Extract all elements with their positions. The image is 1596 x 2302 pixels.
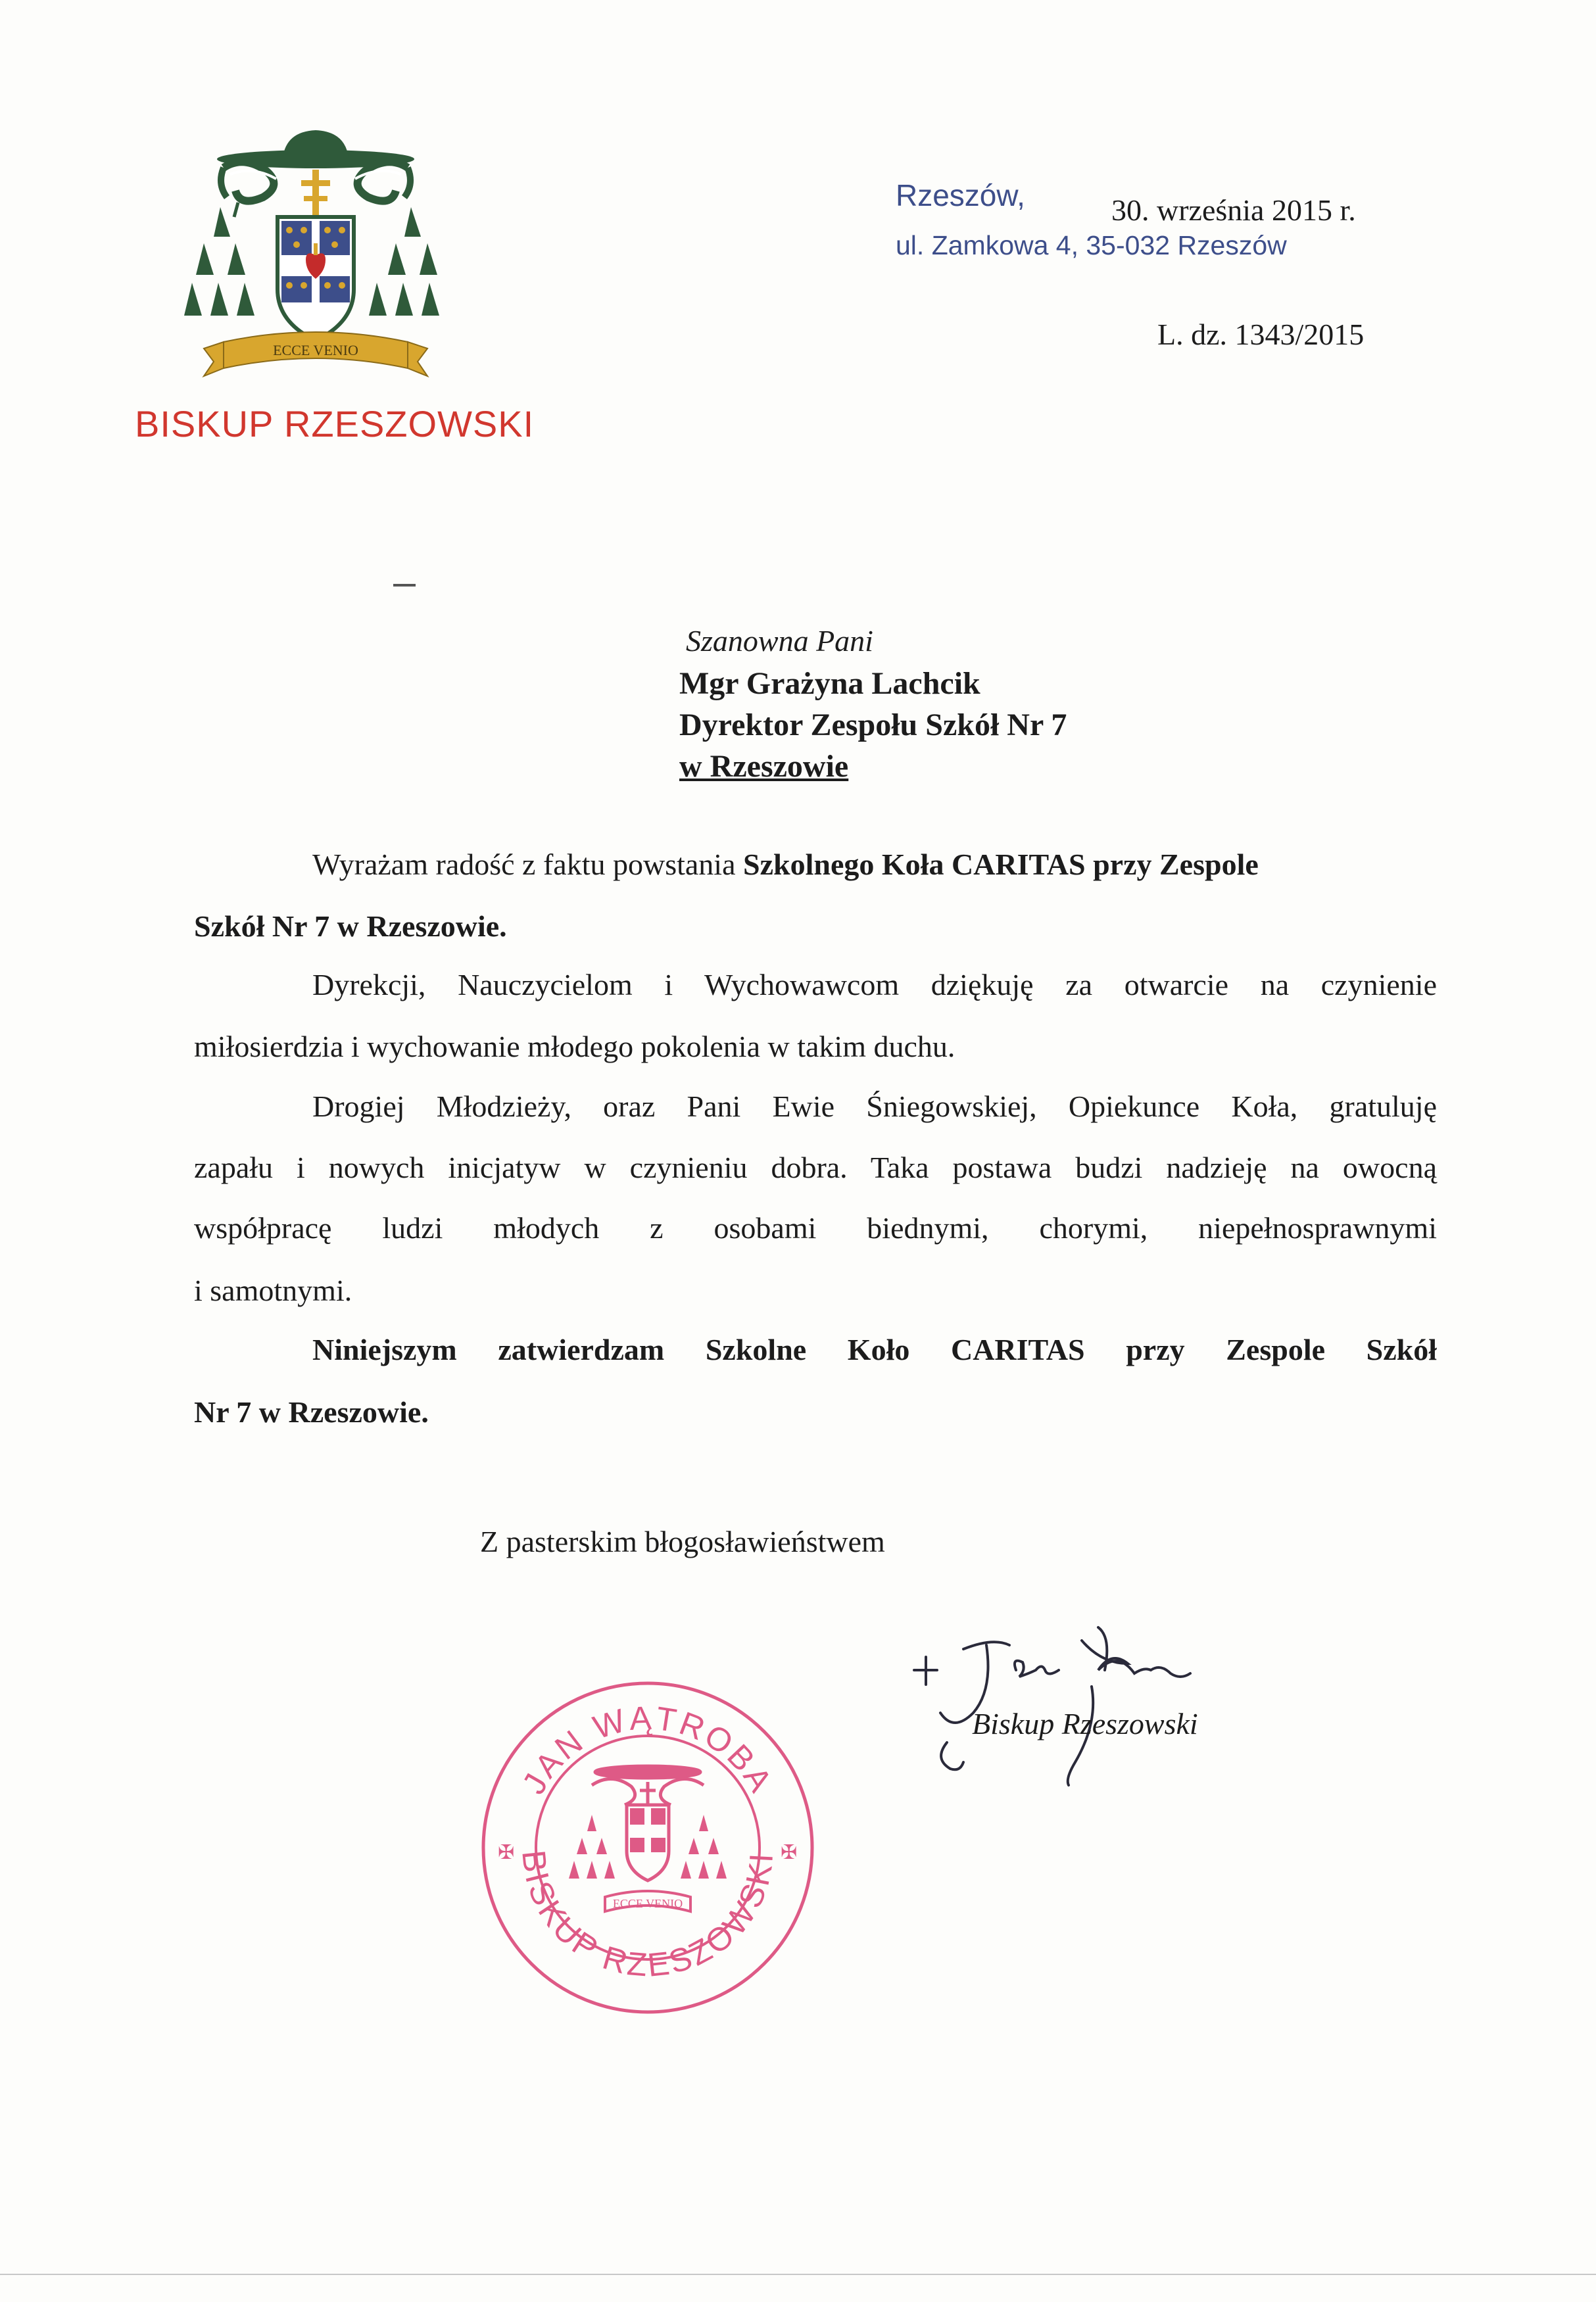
address: ul. Zamkowa 4, 35-032 Rzeszów [896, 230, 1287, 260]
addressee-name: Mgr Grażyna Lachcik [679, 666, 980, 701]
paragraph-1-text: Wyrażam radość z faktu powstania [312, 848, 744, 881]
closing-phrase: Z pasterskim błogosławieństwem [480, 1525, 885, 1558]
signature-title: Biskup Rzeszowski [972, 1707, 1198, 1740]
page-bottom-edge [0, 2274, 1596, 2275]
letter-date: 30. września 2015 r. [1111, 193, 1356, 227]
paragraph-2-line-2: miłosierdzia i wychowanie młodego pokolenia w takim duchu. [194, 1030, 955, 1063]
official-stamp [477, 1673, 819, 2022]
coat-of-arms-logo [178, 125, 454, 401]
svg-text:✠: ✠ [781, 1841, 798, 1864]
stamp-top-text: JAN WĄTROBA [515, 1699, 781, 1800]
reference-number: L. dz. 1343/2015 [1157, 318, 1365, 351]
paragraph-3-line-4: i samotnymi. [194, 1274, 352, 1307]
motto-text: ECCE VENIO [273, 342, 358, 358]
paragraph-1-bold: Szkolnego Koła CARITAS przy Zespole [743, 848, 1259, 881]
bishop-title: BISKUP RZESZOWSKI [135, 403, 535, 444]
divider-mark [393, 584, 416, 587]
paragraph-2-line-1: Dyrekcji, Nauczycielom i Wychowawcom dziękuję za otwarcie na czynienie [312, 968, 1437, 1001]
addressee-city: w Rzeszowie [679, 749, 849, 784]
paragraph-4-line-1: Niniejszym zatwierdzam Szkolne Koło CARITAS przy Zespole Szkół [312, 1333, 1437, 1366]
paragraph-1-line-1 [312, 850, 1437, 889]
paragraph-3-line-3: współpracę ludzi młodych z osobami biednymi, chorymi, niepełnosprawnymi [194, 1211, 1437, 1245]
paragraph-3-line-1: Drogiej Młodzieży, oraz Pani Ewie Śniegowskiej, Opiekunce Koła, gratuluję [312, 1090, 1437, 1123]
salutation: Szanowna Pani [686, 624, 873, 658]
stamp-motto: ECCE VENIO [612, 1897, 683, 1910]
stamp-bottom-text: BISKUP RZESZOWSKI [515, 1848, 781, 1984]
paragraph-4-line-2: Nr 7 w Rzeszowie. [194, 1395, 429, 1429]
paragraph-1-line-2: Szkół Nr 7 w Rzeszowie. [194, 909, 507, 943]
svg-text:✠: ✠ [498, 1841, 515, 1864]
paragraph-3-line-2: zapału i nowych inicjatyw w czynieniu dobra. Taka postawa budzi nadzieję na owocną [194, 1151, 1437, 1184]
addressee-position: Dyrektor Zespołu Szkół Nr 7 [679, 707, 1067, 742]
place-name: Rzeszów, [896, 178, 1025, 212]
handwritten-signature [901, 1571, 1269, 1788]
